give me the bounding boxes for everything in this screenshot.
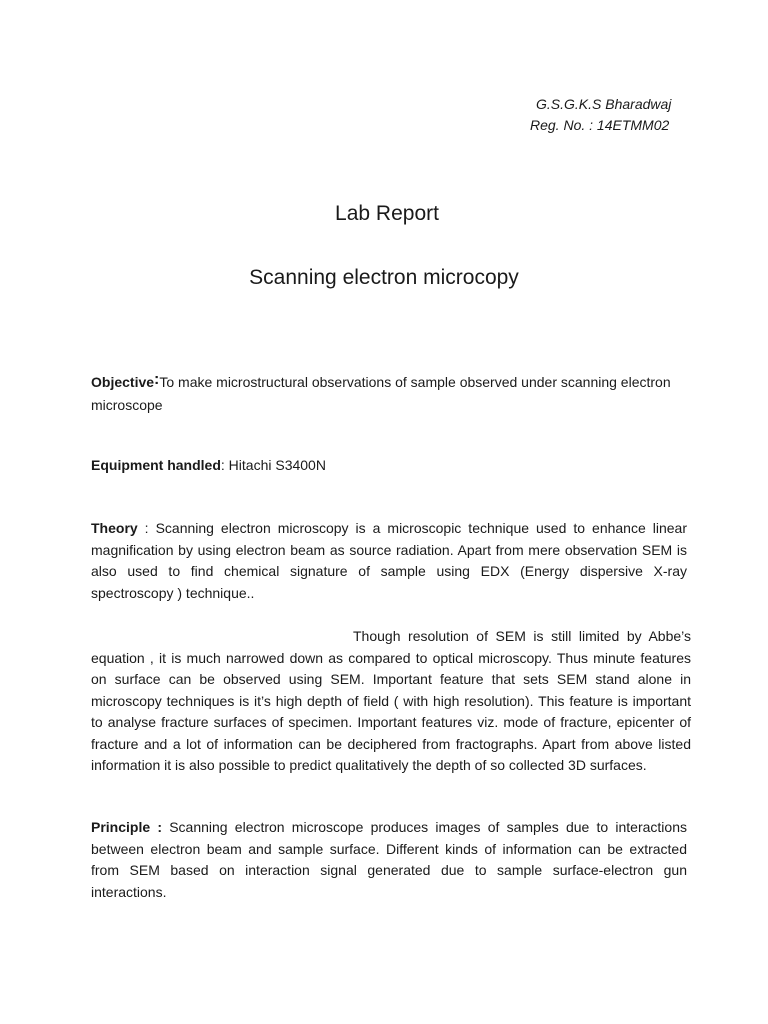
objective-section <box>91 368 691 417</box>
author-name: G.S.G.K.S Bharadwaj <box>536 96 672 112</box>
principle-label: Principle : <box>91 819 162 835</box>
document-title: Lab Report <box>335 202 439 225</box>
objective-text: To make microstructural observations of sample observed under scanning electron microscope <box>91 374 671 413</box>
objective-label: Objective <box>91 374 155 390</box>
equipment-text: : Hitachi S3400N <box>220 457 326 473</box>
objective-colon: : <box>154 371 160 388</box>
principle-section <box>91 817 687 903</box>
theory-section <box>91 518 687 604</box>
theory-text: : Scanning electron microscopy is a microscopic technique used to enhance linear magnification by using electron beam as source radiation. Apart from mere observation SEM is also used to find chemical signature of sample using EDX (Energy dispersive X-ray spectroscopy ) technique.. <box>91 520 687 601</box>
equipment-section <box>91 455 691 477</box>
equipment-label: Equipment handled <box>91 457 221 473</box>
theory-paragraph-2: Though resolution of SEM is still limited by Abbe’s equation , it is much narrowed down as compared to optical microscopy. Thus minute features on surface can be observed using SEM. Important feature that sets SEM stand alone in microscopy techniques is it’s high depth of field ( with high resolution). This feature is important to analyse fracture surfaces of specimen. Important features viz. mode of fracture, epicenter of fracture and a lot of information can be deciphered from fractographs. Apart from above listed information it is also possible to predict qualitatively the depth of so collected 3D surfaces. <box>91 628 691 773</box>
registration-number: Reg. No. : 14ETMM02 <box>530 117 670 133</box>
author-block <box>530 94 671 136</box>
principle-text: Scanning electron microscope produces images of samples due to interactions between electron beam and sample surface. Different kinds of information can be extracted from SEM based on interaction signal generated due to sample surface-electron gun interactions. <box>91 819 687 900</box>
theory-label: Theory <box>91 520 138 536</box>
document-subtitle: Scanning electron microcopy <box>249 266 519 289</box>
